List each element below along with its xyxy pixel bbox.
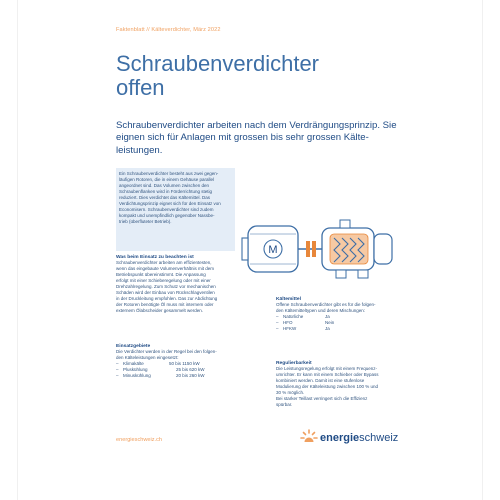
section-heading: Kältemittel (276, 297, 302, 302)
body-line: externem Ölabscheider gesammelt werden. (116, 308, 204, 313)
body-line: in der Druckleitung empfohlen. Das zur Abdichtung (116, 296, 218, 301)
list-item: – HFKW Ja (276, 326, 330, 331)
row-label: Klimakälte (123, 361, 144, 366)
list-item: – Minuskühlung 20 bis 260 kW (116, 373, 205, 378)
outlet-port (336, 270, 346, 278)
energieschweiz-logo-icon (300, 428, 318, 448)
body-line: wenn das eingebaute Volumenverhältnis mit dem (116, 266, 215, 271)
section-einsatzgebiete (116, 344, 266, 379)
body-line: Bei starker Teillast verringert sich die Effizienz (276, 396, 368, 401)
body-line: kombiniert werden. Damit ist eine stufenlose (276, 378, 365, 383)
section-body (276, 302, 416, 314)
body-line: umrichter. Er kann mit einem Schieber oder Bypass (276, 372, 379, 377)
list-item: – Klimakälte 50 bis 1150 kW (116, 361, 200, 366)
section-kaeltemittel (276, 297, 416, 332)
section-heading: Regulierbarkeit (276, 361, 312, 366)
intro-line: Verdichtungsprinzip eignet sich für den Einsatz von (119, 201, 221, 207)
body-line: Die Verdichter werden in der Regel bei den folgen- (116, 349, 217, 354)
title-line-2: offen (116, 75, 165, 100)
section-body (116, 260, 266, 314)
intro-line: Schraubenflanken wird in Förderrichtung stetig (119, 189, 213, 195)
body-line: Modulierung der Kälteleistung zwischen 100 % und (276, 384, 379, 389)
coupling-right (312, 241, 316, 257)
body-line: spürbar. (276, 402, 293, 407)
page-title (116, 52, 319, 100)
intro-line: Ein Schraubenverdichter besteht aus zwei gegen- (119, 171, 219, 176)
intro-line: reduziert. Dies verdichtet das Kältemittel. Das (119, 195, 211, 201)
row-label: Minuskühlung (123, 373, 151, 378)
section-einsatz (116, 255, 266, 314)
row-label: HFO (283, 320, 293, 325)
intro-line: trieb (überfluteter Betrieb). (119, 219, 172, 225)
row-value: Nein (325, 320, 335, 325)
row-value: Ja (325, 326, 330, 331)
body-line: Schraubenverdichter arbeiten am effizientesten, (116, 260, 212, 265)
row-value: 20 bis 260 kW (176, 373, 205, 378)
list-item: – Pluskühlung 25 bis 620 kW (116, 367, 205, 372)
section-body (276, 366, 416, 408)
intro-line: angeordnet sind. Das Volumen zwischen den (119, 183, 210, 189)
footer-url[interactable]: energieschweiz.ch (116, 437, 163, 443)
lead-paragraph: Schraubenverdichter arbeiten nach dem Verdrängungsprinzip. Sie eignen sich für Anlagen mit grossen bis sehr grossen Kälte-leistungen. (116, 120, 397, 156)
coupling-left (306, 241, 310, 257)
body-line: Betriebspunkt übereinstimmt. Die Anpassung (116, 272, 206, 277)
body-line: erfolgt mit einer Schieberegelung oder mit einer (116, 278, 211, 283)
row-value: Ja (325, 314, 330, 319)
section-regulierbarkeit (276, 361, 416, 408)
intro-line: kompakt und unempfindlich gegenüber Nassbe- (119, 213, 215, 219)
logo-light-text: schweiz (359, 432, 399, 444)
title-line-1: Schraubenverdichter (116, 51, 320, 76)
body-line: 30 % möglich. (276, 390, 305, 395)
intro-line: läufigen Rotoren, die in einem Gehäuse parallel (119, 177, 215, 183)
list-item: – HFO Nein (276, 320, 335, 325)
row-value: 50 bis 1150 kW (169, 361, 200, 366)
inlet-port (340, 220, 350, 228)
body-line: der Rotoren benötigte Öl muss mit internem oder (116, 302, 214, 307)
body-line: Die Leistungsregelung erfolgt mit einem Frequenz- (276, 366, 378, 371)
header-meta: Faktenblatt // Kälteverdichter, März 2022 (116, 27, 221, 33)
section-heading: Was beim Einsatz zu beachten ist (116, 255, 194, 260)
energieschweiz-logo (320, 432, 398, 444)
body-line: den Kälteleistungen eingesetzt: (116, 355, 179, 360)
row-label: HFKW (283, 326, 297, 331)
intro-box-text (119, 171, 233, 225)
discharge-end (374, 234, 392, 264)
body-line: den Kältemitteltypen und deren Mischungen: (276, 308, 366, 313)
body-line: Drehzahlregelung. Zum Schutz vor mechanischen (116, 284, 216, 289)
section-body (116, 349, 266, 361)
section-heading: Einsatzgebiete (116, 344, 151, 349)
body-line: Offene Schraubenverdichter gibt es für die folgen- (276, 302, 376, 307)
row-label: Pluskühlung (123, 367, 148, 372)
row-label: Natürliche (283, 314, 304, 319)
document-page (18, 0, 482, 500)
row-value: 25 bis 620 kW (176, 367, 205, 372)
list-item: – Natürliche Ja (276, 314, 330, 319)
body-line: Schäden wird der Einbau von Rückschlagventilen (116, 290, 215, 295)
motor-letter: M (268, 244, 278, 256)
outlet-port (358, 270, 368, 278)
logo-bold-text: energie (320, 432, 360, 444)
intro-line: Economisern. Schraubenverdichter sind zudem (119, 207, 214, 213)
